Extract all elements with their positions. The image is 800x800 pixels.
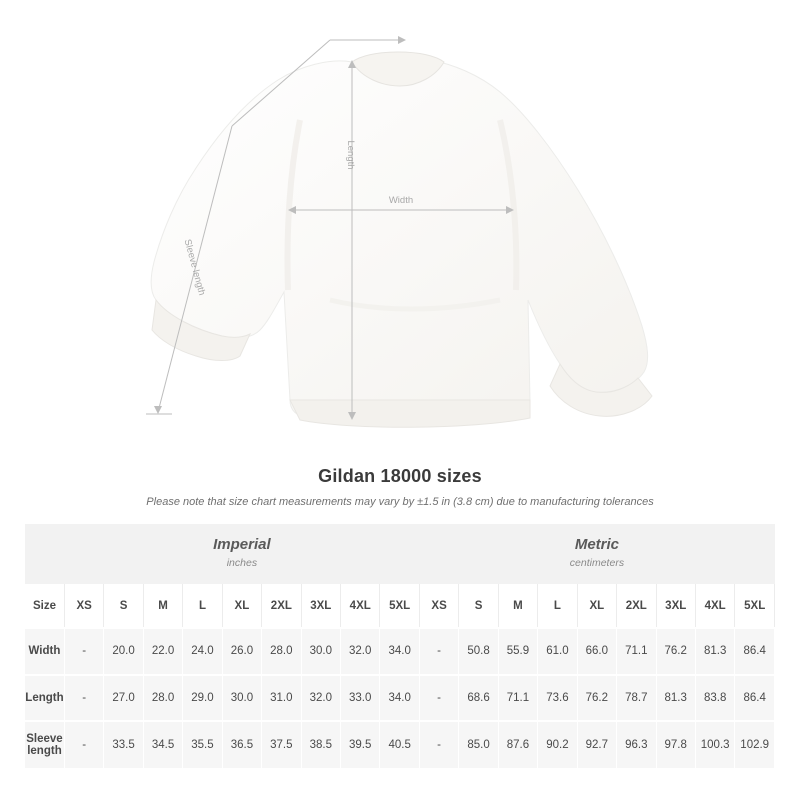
size-header-metric-5xl: 5XL [735, 584, 775, 628]
size-header-imperial-l: L [183, 584, 222, 628]
unit-name-metric: Metric [574, 536, 620, 554]
unit-header-metric [419, 524, 774, 584]
title-block [0, 466, 800, 508]
cell-width-imperial-3xl: 30.0 [301, 628, 340, 675]
cell-length-metric-m: 71.1 [498, 675, 537, 722]
unit-sub-imperial: inches [226, 556, 258, 569]
cell-sleeve-imperial-m: 34.5 [143, 721, 182, 768]
cell-length-imperial-2xl: 31.0 [262, 675, 301, 722]
size-header-row [25, 584, 775, 628]
cell-sleeve-imperial-3xl: 38.5 [301, 721, 340, 768]
size-table [25, 524, 775, 768]
size-header-imperial-s: S [104, 584, 143, 628]
cell-sleeve-imperial-5xl: 40.5 [380, 721, 419, 768]
unit-header-row [25, 524, 775, 584]
size-header-imperial-5xl: 5XL [380, 584, 419, 628]
cell-length-imperial-s: 27.0 [104, 675, 143, 722]
size-header-metric-4xl: 4XL [695, 584, 734, 628]
cell-length-imperial-m: 28.0 [143, 675, 182, 722]
cell-width-imperial-xl: 26.0 [222, 628, 261, 675]
unit-name-imperial: Imperial [213, 536, 271, 554]
cell-sleeve-metric-3xl: 97.8 [656, 721, 695, 768]
cell-width-imperial-s: 20.0 [104, 628, 143, 675]
cell-sleeve-imperial-xs: - [64, 721, 103, 768]
cell-sleeve-metric-s: 85.0 [459, 721, 498, 768]
size-header-label: Size [25, 584, 64, 628]
cell-length-imperial-l: 29.0 [183, 675, 222, 722]
cell-length-metric-4xl: 83.8 [695, 675, 734, 722]
page-title: Gildan 18000 sizes [318, 466, 482, 486]
cell-width-imperial-2xl: 28.0 [262, 628, 301, 675]
cell-length-imperial-xl: 30.0 [222, 675, 261, 722]
size-header-metric-3xl: 3XL [656, 584, 695, 628]
table-row [25, 675, 775, 722]
length-label: Length [345, 140, 356, 170]
cell-length-imperial-5xl: 34.0 [380, 675, 419, 722]
cell-length-metric-2xl: 78.7 [617, 675, 656, 722]
cell-sleeve-metric-xs: - [419, 721, 458, 768]
size-header-imperial-2xl: 2XL [262, 584, 301, 628]
size-table-container [25, 524, 775, 768]
row-label-sleeve-length: Sleeve length [25, 721, 64, 768]
size-header-imperial-4xl: 4XL [341, 584, 380, 628]
cell-width-metric-2xl: 71.1 [617, 628, 656, 675]
cell-width-metric-5xl: 86.4 [735, 628, 775, 675]
cell-sleeve-metric-m: 87.6 [498, 721, 537, 768]
unit-header-imperial [64, 524, 419, 584]
cell-width-imperial-l: 24.0 [183, 628, 222, 675]
cell-width-metric-m: 55.9 [498, 628, 537, 675]
cell-sleeve-imperial-s: 33.5 [104, 721, 143, 768]
cell-width-metric-s: 50.8 [459, 628, 498, 675]
cell-sleeve-imperial-xl: 36.5 [222, 721, 261, 768]
size-header-imperial-3xl: 3XL [301, 584, 340, 628]
size-header-metric-l: L [538, 584, 577, 628]
cell-width-imperial-m: 22.0 [143, 628, 182, 675]
unit-sub-metric: centimeters [569, 556, 625, 569]
cell-sleeve-metric-l: 90.2 [538, 721, 577, 768]
cell-length-imperial-3xl: 32.0 [301, 675, 340, 722]
size-header-metric-xs: XS [419, 584, 458, 628]
cell-width-metric-3xl: 76.2 [656, 628, 695, 675]
tolerance-note: Please note that size chart measurements may vary by ±1.5 in (3.8 cm) due to manufacturing tolerances [146, 496, 654, 508]
cell-width-metric-xs: - [419, 628, 458, 675]
cell-length-metric-xs: - [419, 675, 458, 722]
size-header-metric-2xl: 2XL [617, 584, 656, 628]
row-label-length: Length [25, 675, 64, 722]
table-row [25, 721, 775, 768]
cell-sleeve-imperial-2xl: 37.5 [262, 721, 301, 768]
cell-width-imperial-xs: - [64, 628, 103, 675]
cell-length-metric-s: 68.6 [459, 675, 498, 722]
row-label-width: Width [25, 628, 64, 675]
cell-width-metric-4xl: 81.3 [695, 628, 734, 675]
cell-length-imperial-4xl: 33.0 [341, 675, 380, 722]
width-label: Width [388, 195, 414, 206]
size-header-metric-s: S [459, 584, 498, 628]
size-header-imperial-xs: XS [64, 584, 103, 628]
size-header-metric-m: M [498, 584, 537, 628]
size-header-imperial-m: M [143, 584, 182, 628]
cell-sleeve-metric-xl: 92.7 [577, 721, 616, 768]
cell-sleeve-metric-5xl: 102.9 [735, 721, 775, 768]
unit-header-spacer [25, 524, 64, 584]
table-row [25, 628, 775, 675]
cell-length-metric-xl: 76.2 [577, 675, 616, 722]
cell-length-metric-l: 73.6 [538, 675, 577, 722]
cell-width-imperial-5xl: 34.0 [380, 628, 419, 675]
cell-length-metric-3xl: 81.3 [656, 675, 695, 722]
cell-sleeve-imperial-4xl: 39.5 [341, 721, 380, 768]
cell-width-metric-l: 61.0 [538, 628, 577, 675]
cell-sleeve-imperial-l: 35.5 [183, 721, 222, 768]
cell-length-imperial-xs: - [64, 675, 103, 722]
size-header-imperial-xl: XL [222, 584, 261, 628]
cell-sleeve-metric-2xl: 96.3 [617, 721, 656, 768]
cell-width-metric-xl: 66.0 [577, 628, 616, 675]
sleeve-length-label: Sleeve length [181, 238, 208, 297]
cell-width-imperial-4xl: 32.0 [341, 628, 380, 675]
cell-sleeve-metric-4xl: 100.3 [695, 721, 734, 768]
size-header-metric-xl: XL [577, 584, 616, 628]
cell-length-metric-5xl: 86.4 [735, 675, 775, 722]
sweatshirt-shape [151, 52, 652, 427]
